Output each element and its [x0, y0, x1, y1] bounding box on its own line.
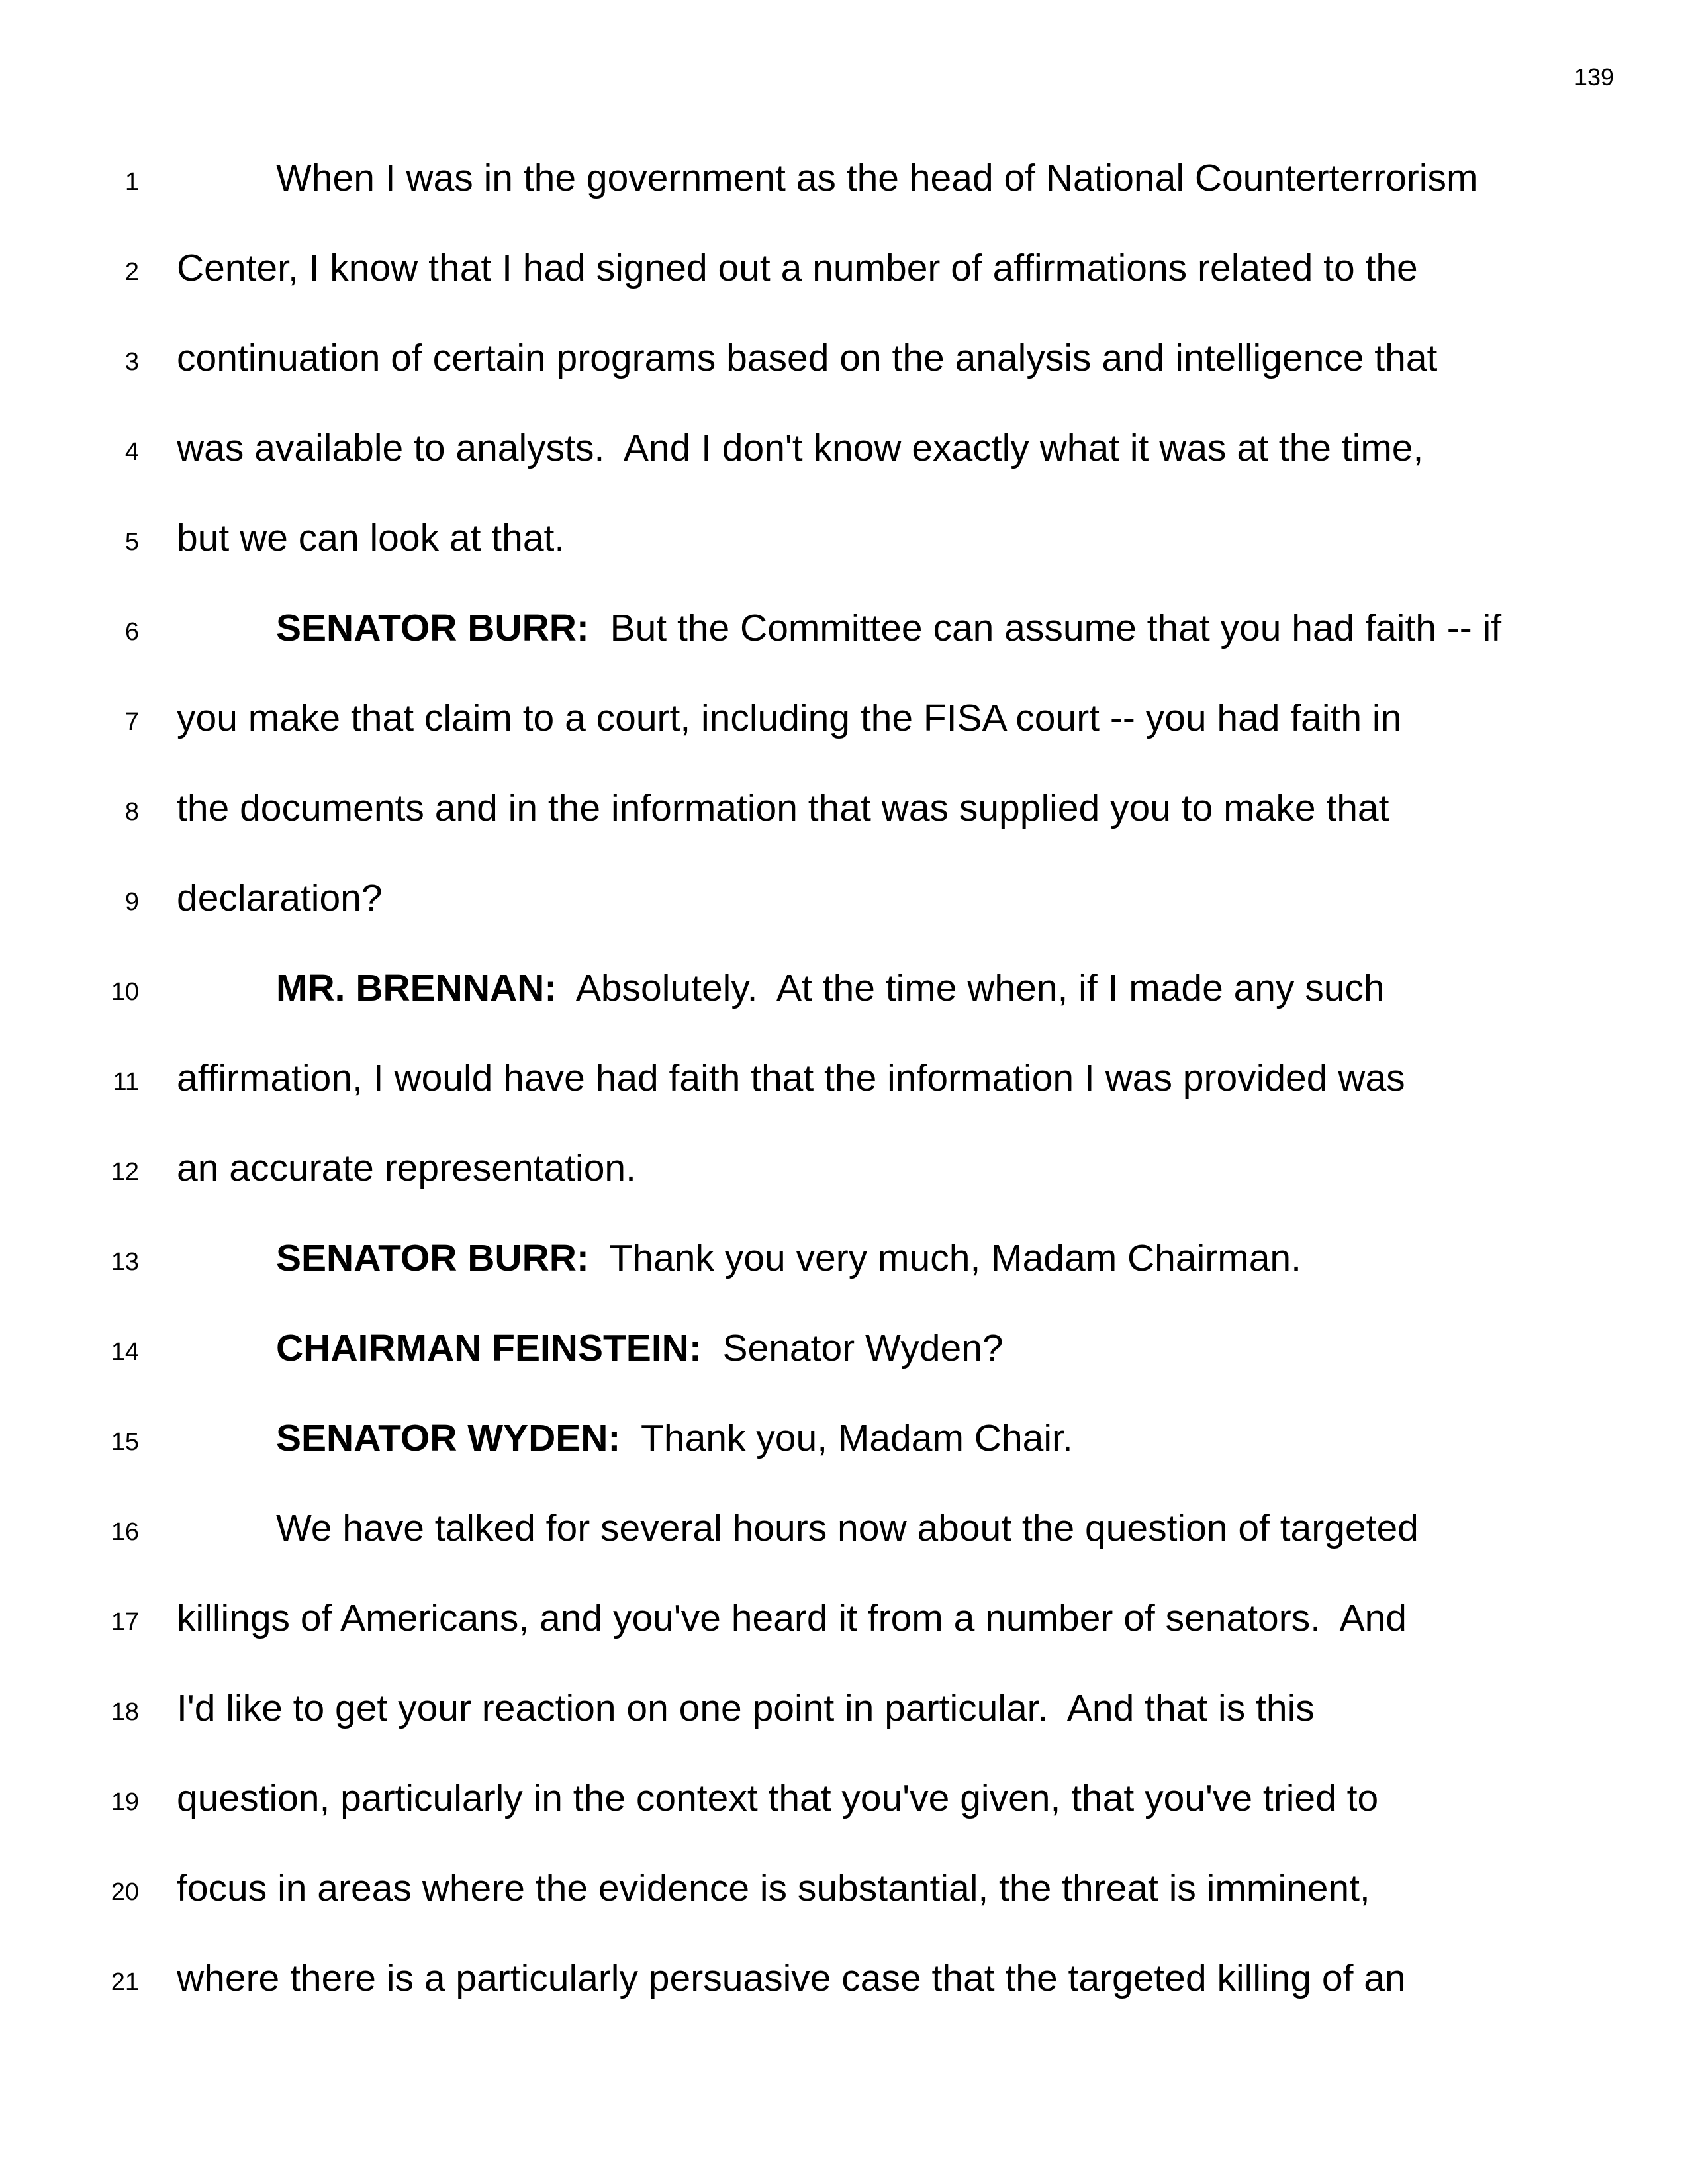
line-number: 7 — [124, 708, 139, 736]
line-number: 13 — [111, 1248, 139, 1276]
spoken-text: continuation of certain programs based on the analysis and intelligence that — [177, 337, 1438, 379]
line-number: 12 — [111, 1158, 139, 1186]
spoken-text: but we can look at that. — [177, 517, 565, 559]
spoken-text: Absolutely. At the time when, if I made any such — [557, 967, 1385, 1009]
line-text — [276, 1326, 1004, 1370]
line-number: 1 — [124, 168, 139, 196]
line-number: 2 — [124, 258, 139, 286]
spoken-text: Thank you, Madam Chair. — [620, 1417, 1073, 1459]
line-text — [177, 876, 383, 920]
line-text — [177, 336, 1437, 380]
line-text — [276, 156, 1477, 200]
spoken-text: you make that claim to a court, including the FISA court -- you had faith in — [177, 697, 1402, 739]
spoken-text: declaration? — [177, 877, 383, 919]
line-number: 11 — [113, 1068, 139, 1096]
spoken-text: But the Committee can assume that you had faith -- if — [588, 607, 1502, 649]
speaker-label: SENATOR WYDEN: — [276, 1417, 621, 1459]
spoken-text: affirmation, I would have had faith that the information I was provided was — [177, 1057, 1405, 1099]
spoken-text: I'd like to get your reaction on one point in particular. And that is this — [177, 1687, 1315, 1729]
line-number: 19 — [111, 1788, 139, 1816]
line-text — [276, 1416, 1073, 1460]
spoken-text: Center, I know that I had signed out a number of affirmations related to the — [177, 247, 1418, 289]
line-text — [177, 1956, 1406, 2000]
spoken-text: Senator Wyden? — [701, 1327, 1004, 1369]
line-text — [177, 1866, 1370, 1910]
line-text — [276, 1506, 1419, 1550]
line-text — [177, 1686, 1315, 1730]
line-number: 10 — [111, 978, 139, 1006]
line-number: 9 — [124, 888, 139, 916]
line-number: 8 — [124, 798, 139, 826]
line-text — [177, 1596, 1407, 1640]
spoken-text: When I was in the government as the head of National Counterterrorism — [276, 157, 1478, 199]
line-text — [177, 1776, 1378, 1820]
speaker-label: SENATOR BURR: — [276, 1237, 589, 1279]
line-number: 20 — [111, 1878, 139, 1906]
spoken-text: an accurate representation. — [177, 1147, 636, 1189]
line-text — [177, 1056, 1405, 1100]
spoken-text: the documents and in the information that was supplied you to make that — [177, 787, 1389, 829]
spoken-text: where there is a particularly persuasive case that the targeted killing of an — [177, 1957, 1406, 1999]
line-text — [276, 1236, 1301, 1280]
line-text — [276, 606, 1501, 650]
line-number: 21 — [111, 1968, 139, 1996]
line-text — [177, 516, 565, 560]
line-number: 14 — [111, 1338, 139, 1366]
line-text — [177, 1146, 636, 1190]
line-number: 15 — [111, 1428, 139, 1456]
speaker-label: CHAIRMAN FEINSTEIN: — [276, 1327, 702, 1369]
spoken-text: question, particularly in the context that you've given, that you've tried to — [177, 1777, 1379, 1819]
line-number: 16 — [111, 1518, 139, 1546]
page-number: 139 — [1573, 64, 1614, 91]
spoken-text: killings of Americans, and you've heard it from a number of senators. And — [177, 1597, 1407, 1639]
spoken-text: We have talked for several hours now about the question of targeted — [276, 1507, 1419, 1549]
speaker-label: SENATOR BURR: — [276, 607, 589, 649]
line-number: 17 — [111, 1608, 139, 1636]
spoken-text: Thank you very much, Madam Chairman. — [588, 1237, 1301, 1279]
line-text — [177, 426, 1423, 470]
line-number: 4 — [124, 438, 139, 466]
line-text — [177, 696, 1401, 740]
spoken-text: was available to analysts. And I don't know exactly what it was at the time, — [177, 427, 1424, 469]
line-text — [276, 966, 1385, 1010]
spoken-text: focus in areas where the evidence is substantial, the threat is imminent, — [177, 1867, 1370, 1909]
line-text — [177, 786, 1389, 830]
line-number: 5 — [124, 528, 139, 556]
line-number: 6 — [124, 618, 139, 646]
line-number: 3 — [124, 348, 139, 376]
line-text — [177, 246, 1418, 290]
line-number: 18 — [111, 1698, 139, 1726]
speaker-label: MR. BRENNAN: — [276, 967, 557, 1009]
